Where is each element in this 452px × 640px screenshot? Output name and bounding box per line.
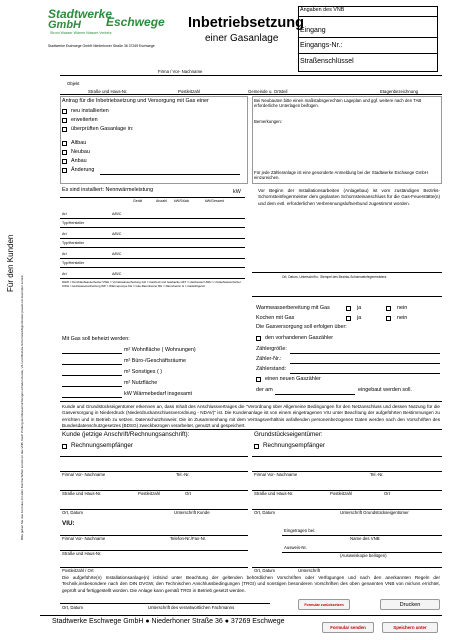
row2-art: Art bbox=[62, 232, 67, 236]
antrag-title: Antrag für die Inbetriebsetzung und Versorgung mit Gas einer bbox=[62, 98, 209, 104]
checkbox-neubau[interactable] bbox=[62, 150, 67, 155]
abrechnung-label: Die Gasversorgung soll erfolgen über: bbox=[256, 324, 347, 330]
eigentuemer-tel-label: Tel.-Nr. bbox=[370, 472, 384, 477]
page-subtitle: einer Gasanlage bbox=[205, 33, 279, 44]
checkbox-ww-ja[interactable] bbox=[346, 306, 351, 311]
viu-eingetragen: Eingetragen bei: bbox=[284, 528, 316, 533]
page-title: Inbetriebsetzung bbox=[188, 15, 305, 31]
viu-ausweis: Ausweis-Nr. bbox=[284, 545, 307, 550]
logo-line1: Stadtwerke bbox=[48, 7, 113, 21]
beheizt-title: Mit Gas soll beheizt werden: bbox=[62, 336, 130, 342]
objekt-plz-label: Postleitzahl bbox=[178, 89, 200, 94]
eigentuemer-title: Grundstückseigentümer: bbox=[254, 431, 323, 438]
row3-art: Art bbox=[62, 252, 67, 256]
viu-name-vnb: Name des VNB bbox=[350, 536, 380, 541]
eigentuemer-firma-label: Firma/ Vor- Nachname bbox=[254, 472, 298, 477]
kochen-label: Kochen mit Gas bbox=[256, 315, 295, 321]
viu-unterschrift-label: Unterschrift bbox=[298, 568, 320, 573]
kunde-firma-label: Firma/ Vor- Nachname bbox=[62, 472, 106, 477]
side-label: Für den Kunden bbox=[6, 234, 15, 292]
bezirk-text: Vor Beginn der Installationsarbeiten (Anlagebau) ist vom zuständigen Bezirks-Schornsteinfegermeister dem geplanten Schornsteinanschluss für die Gas-Feuerstätte(n) und dem evtl. erforderlichen Verbrennungsluftverbund zugestimmt worden. bbox=[258, 188, 440, 206]
antrag-opt-ueberprueft: überprüften Gasanlage in: bbox=[71, 126, 134, 132]
eigentuemer-plz-label: Postleitzahl bbox=[330, 491, 352, 496]
viu-tel-label: Telefon-Nr./Fax-Nr. bbox=[170, 536, 207, 541]
objekt-label: Objekt bbox=[67, 81, 80, 86]
col-geraet: Gerät bbox=[133, 199, 142, 203]
opt-neuer-zaehler: einen neuen Gaszähler bbox=[265, 376, 321, 382]
beheizt-nutzflaeche: m² Nutzfläche bbox=[124, 380, 158, 386]
beheizt-wohnflaeche: m² Wohnfläche ( Wohnungen) bbox=[124, 347, 196, 353]
eigentuemer-strasse-label: Straße und Haus-Nr. bbox=[254, 491, 294, 496]
checkbox-aenderung[interactable] bbox=[62, 168, 67, 173]
objekt-etage-label: Etagenbezeichnung bbox=[380, 89, 418, 94]
logo-line3: Eschwege bbox=[106, 15, 165, 29]
checkbox-kochen-nein[interactable] bbox=[386, 316, 391, 321]
ww-nein: nein bbox=[397, 305, 408, 311]
save-as-button[interactable]: Speichern unter bbox=[382, 622, 438, 633]
eigentuemer-datum-label: Ort, Datum bbox=[254, 510, 276, 515]
zaehlerstand-label: Zählerstand: bbox=[256, 366, 286, 372]
logo-line2: GmbH bbox=[48, 19, 81, 31]
beheizt-sonstiges: m² Sonstiges ( ) bbox=[124, 369, 163, 375]
eigentuemer-empf: Rechnungsempfänger bbox=[263, 442, 325, 449]
footer-text: Stadtwerke Eschwege GmbH ● Niederhoner Straße 36 ● 37269 Eschwege bbox=[52, 618, 285, 625]
checkbox-erweitert[interactable] bbox=[62, 118, 67, 123]
checkbox-anbau[interactable] bbox=[62, 159, 67, 164]
beheizt-buero: m² Büro-/Geschäftsräume bbox=[124, 358, 187, 364]
vnb-eingang: Eingang bbox=[300, 27, 326, 34]
kunde-tel-label: Tel.-Nr. bbox=[176, 472, 190, 477]
bestaetigung-text: Die aufgeführte(n) Installationsanlage(n) ist/sind unter Beachtung der geltenden behördlichen Vorschriften oder Verfügungen und nach den anerkannten Regeln der Technik,insbesondere nach den DIN DVGW, den Technischen Anschlussbedingungen (TRGI) und sonstigen besonderen Vorschriften des oben genannten VNB von mir/uns errichtet, geprüft und fertiggestellt worden. Die Anlage kann gemäß TRGI in Betrieb gesetzt werden. bbox=[62, 575, 440, 593]
erklaerung-text: Kunde und Grundstückseigentümer erkennen an, dass Inhalt des Anschlussvertrages die "Verordnung über Allgemeine Bedingungen für den Netzanschluss und dessen Nutzung für die Gasversorgung in Niederdruck (Niederdruckanschlussverordnung - NDAV)" ist. Die Kundenanlage ist von einem eingetragenen VIU unter Beachtung der aufgeführten Bestimmungen zu errichten und in Betrieb zu setzen. Datenschutzhinweis: Die im Zusammenhang mit dem Vertragsverhältnis anfallenden personenbezogenen Daten werden nach den Vorschriften des Bundesdatenschutzgesetzes (BDSG) zweckbezogen verarbeitet, genutzt und gespeichert. bbox=[62, 404, 440, 428]
row1-art: Art bbox=[62, 212, 67, 216]
objekt-firma-label: Firma / Vor- Nachname bbox=[158, 69, 203, 74]
kunde-ort-label: Ort bbox=[185, 491, 191, 496]
kochen-nein: nein bbox=[397, 315, 408, 321]
kunde-plz-label: Postleitzahl bbox=[138, 491, 160, 496]
antrag-opt-erweitert: erweiterten bbox=[71, 117, 98, 123]
leistung-unit: kW bbox=[233, 189, 241, 195]
viu-strasse-label: Straße und Haus-Nr. bbox=[62, 551, 102, 556]
checkbox-altbau[interactable] bbox=[62, 141, 67, 146]
objekt-gemeinde-label: Gemeinde u. Ortsteil bbox=[248, 89, 288, 94]
objekt-strasse-label: Straße und Haus-Nr. bbox=[88, 89, 128, 94]
vnb-header: Angaben des VNB bbox=[300, 7, 345, 13]
kunde-title: Kunde (jetzige Anschrift/Rechnungsanschrift): bbox=[62, 431, 190, 438]
checkbox-ueberprueft[interactable] bbox=[62, 127, 67, 132]
zaehler-note: Für jede Zähleranlage ist eine gesonderte Anmeldung bei der Stadtwerke Eschwege GmbH einzureichen. bbox=[254, 170, 428, 181]
type-anbau: Anbau bbox=[71, 158, 87, 164]
col-kw-gesamt: kW/Gesamt bbox=[205, 199, 224, 203]
vnb-eingangs-nr: Eingangs-Nr.: bbox=[300, 42, 343, 49]
viu-beilegen: (Ausweiskopie beilügen) bbox=[340, 553, 387, 558]
side-note: Bitte geben Sie das Formular mit allen Durchschriften zurück an das VNB. Nach Prüfung der Messeinrichtungen erhalten Kunde, VIU und Bezirks-Schornsteinfegermeister jeweils ein Exemplar zurück. bbox=[20, 274, 24, 540]
beheizt-waermebedarf: kW Wärmebedarf insgesamt bbox=[124, 391, 193, 397]
type-altbau: Altbau bbox=[71, 140, 87, 146]
checkbox-eigentuemer-empf[interactable] bbox=[254, 444, 259, 449]
leistung-legend: DHW = Durchlaufwasserheizer VWH = Vorratswasserheizung GH = Gasherd und Gasbacke HKT = Heizkessel UWH = Umlaufwasserheizer UWH = Heizwasseranheizung WP = Wärmepumpe KH = Gas-Raumheizer RH = Raumheizer H = Gaskühlgerät bbox=[62, 280, 241, 288]
neubau-note: Bei Neubauten bitte einen maßstabsgerechten Lageplan und ggf. weitere nach den TAB erforderliche Unterlagen beifügen. bbox=[254, 98, 422, 109]
viu-datum-label: Ort, Datum bbox=[254, 568, 276, 573]
final-datum-label: Ort, Datum bbox=[62, 605, 84, 610]
kunde-empf: Rechnungsempfänger bbox=[71, 442, 133, 449]
send-button[interactable]: Formular senden bbox=[322, 622, 374, 633]
eingebaut-label: eingebaut werden soll. bbox=[358, 387, 412, 393]
leistung-title: Es sind installiert: Nennwärmeleistung bbox=[62, 187, 154, 193]
checkbox-kochen-ja[interactable] bbox=[346, 316, 351, 321]
col-anzahl: Anzahl bbox=[156, 199, 167, 203]
logo bbox=[48, 7, 165, 44]
row2-code: A/B/C bbox=[112, 232, 122, 236]
checkbox-neu[interactable] bbox=[62, 109, 67, 114]
kunde-datum-label: Ort, Datum bbox=[62, 510, 84, 515]
vnb-strassenschluessel: Straßenschlüssel bbox=[300, 58, 354, 65]
zaehlergroesse-label: Zählergröße: bbox=[256, 346, 287, 352]
row1-code: A/B/C bbox=[112, 212, 122, 216]
eigentuemer-unterschrift-label: Unterschrift Grundstückseigentümer bbox=[340, 510, 409, 515]
bemerkungen-label: Bemerkungen: bbox=[254, 119, 282, 124]
viu-plz-label: Postleitzahl / Ort bbox=[62, 568, 94, 573]
logo-tagline: Strom Wasser Wärme Wasser Verkehr bbox=[50, 31, 112, 35]
der-am-label: der am bbox=[256, 387, 273, 393]
bezirk-sign: Ort, Datum, Unterschrift u. Stempel des Bezirks-Schornsteinfegermeisters bbox=[282, 275, 387, 279]
ww-label: Warmwasserbereitung mit Gas bbox=[256, 305, 330, 311]
eigentuemer-ort-label: Ort bbox=[384, 491, 390, 496]
row1-typ: Typ/Hersteller bbox=[62, 221, 85, 225]
sender-address: Stadtwerke Eschwege GmbH Niederhoner Straße 36 37269 Eschwege bbox=[48, 44, 155, 48]
final-unterschrift-label: Unterschrift des verantwortlichen Fachmanns bbox=[148, 605, 235, 610]
kunde-strasse-label: Straße und Haus-Nr. bbox=[62, 491, 102, 496]
zaehler-nr-label: Zähler-Nr.: bbox=[256, 356, 282, 362]
opt-vorhandener-zaehler: den vorhandenen Gaszähler bbox=[265, 335, 334, 341]
viu-title: VIU: bbox=[62, 520, 75, 527]
checkbox-ww-nein[interactable] bbox=[386, 306, 391, 311]
print-button[interactable]: Drucken bbox=[380, 599, 440, 610]
type-aenderung: Änderung bbox=[71, 167, 95, 173]
reset-button[interactable]: Formular zurücksetzen bbox=[298, 599, 350, 610]
row3-typ: Typ/Hersteller bbox=[62, 261, 85, 265]
ww-ja: ja bbox=[357, 305, 362, 311]
row4-art: Art bbox=[62, 272, 67, 276]
row2-typ: Typ/Hersteller bbox=[62, 241, 85, 245]
row4-code: A/B/C bbox=[112, 272, 122, 276]
kochen-ja: ja bbox=[357, 315, 362, 321]
checkbox-neuer-zaehler[interactable] bbox=[256, 377, 261, 382]
col-kw-stueck: kW/Stück bbox=[174, 199, 190, 203]
viu-firma-label: Firma/ Vor- Nachname bbox=[62, 536, 106, 541]
type-neubau: Neubau bbox=[71, 149, 90, 155]
row3-code: A/B/C bbox=[112, 252, 122, 256]
antrag-opt-neu: neu installierten bbox=[71, 108, 109, 114]
checkbox-kunde-empf[interactable] bbox=[62, 444, 67, 449]
kunde-unterschrift-label: Unterschrift Kunde bbox=[174, 510, 210, 515]
checkbox-vorhandener-zaehler[interactable] bbox=[256, 336, 261, 341]
